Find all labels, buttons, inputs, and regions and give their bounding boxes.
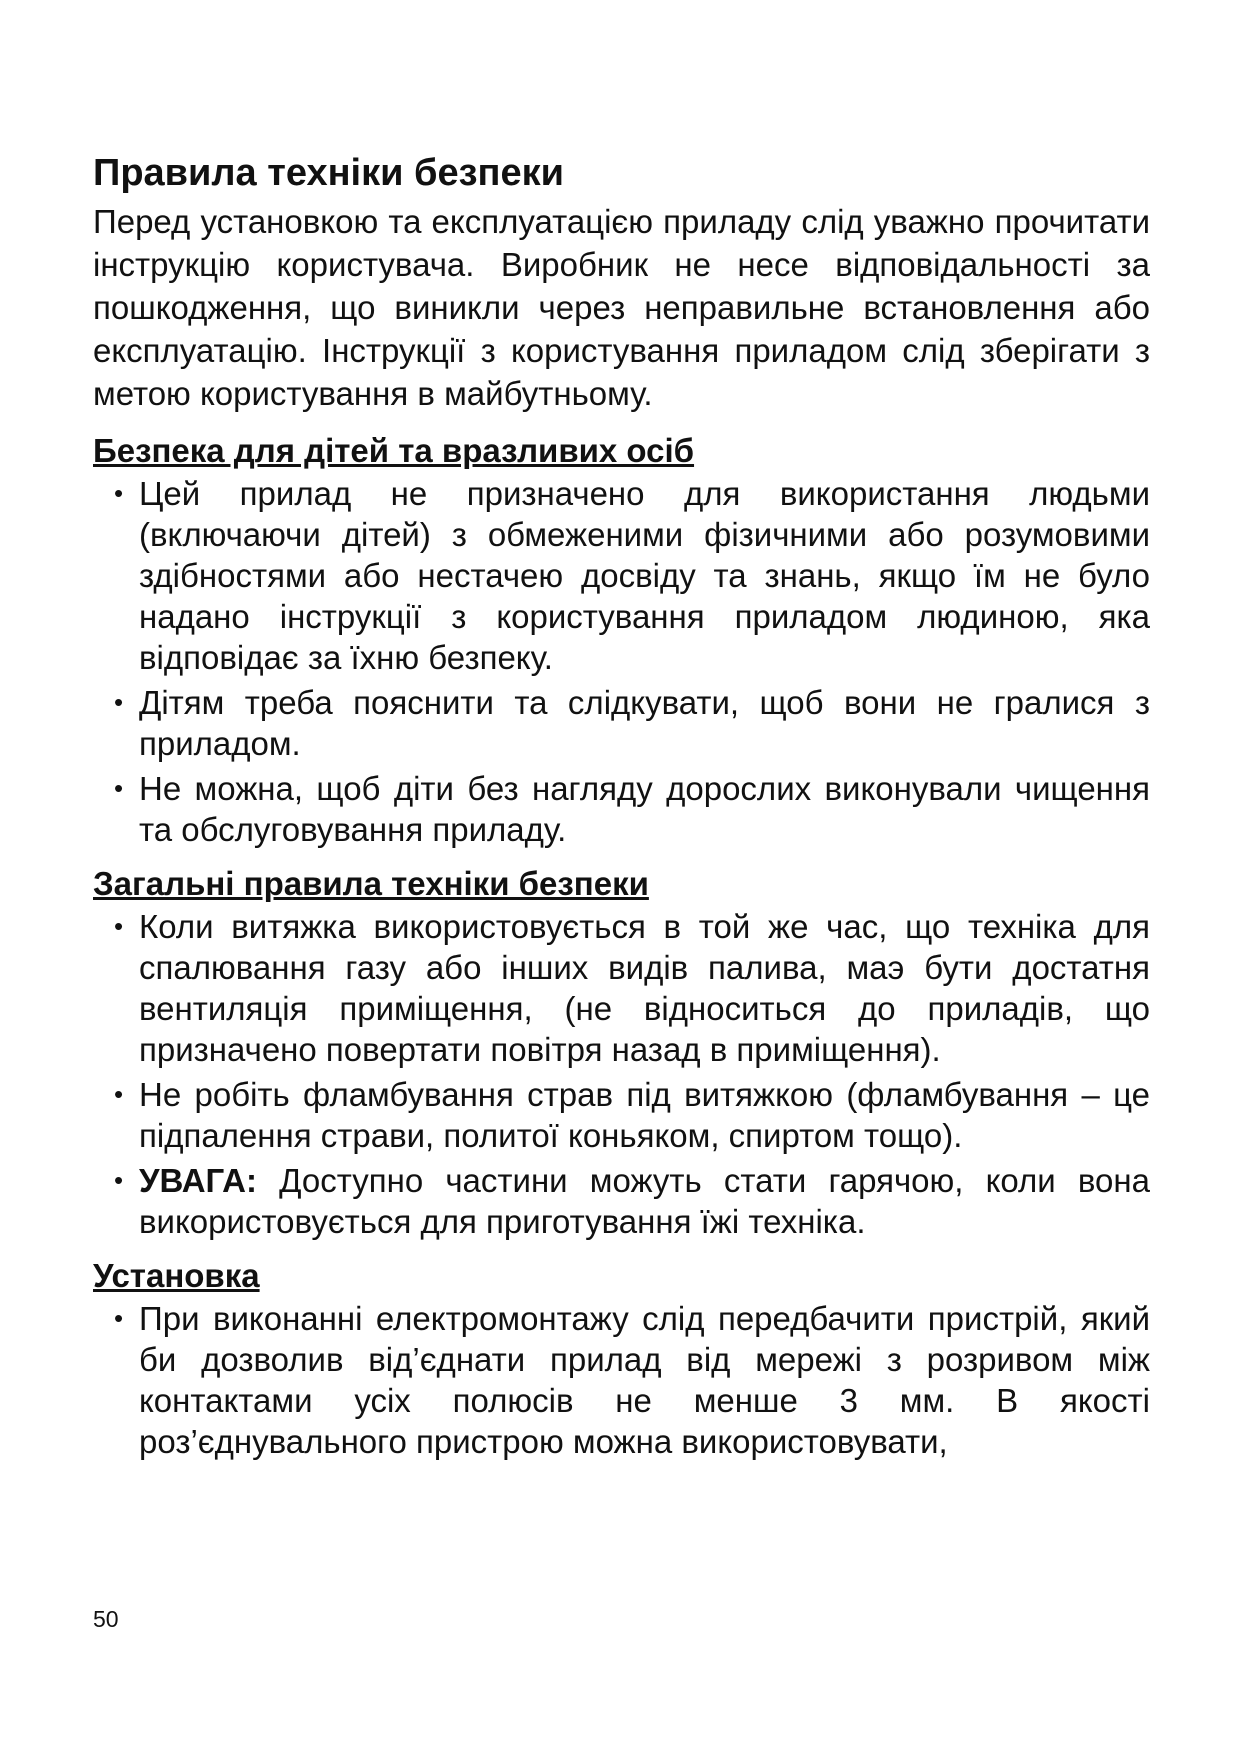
warning-text: Доступно частини можуть стати гарячою, коли вона використовується для приготування їжі техніка. (139, 1162, 1150, 1240)
list-item (114, 473, 1150, 678)
bullet-icon: • (114, 478, 124, 508)
list-item (114, 1298, 1150, 1462)
bullet-icon: • (114, 1165, 124, 1195)
list-item-text: Дітям треба пояснити та слідкувати, щоб вони не гралися з приладом. (139, 684, 1150, 762)
page-content (93, 150, 1150, 1474)
bullet-icon: • (114, 773, 124, 803)
list-item (114, 906, 1150, 1070)
list-item (114, 768, 1150, 850)
list-item-text: Не робіть фламбування страв під витяжкою (фламбування – це підпалення страви, политої коньяком, спиртом тощо). (139, 1076, 1150, 1154)
bullet-icon: • (114, 911, 124, 941)
section-heading-children-safety: Безпека для дітей та вразливих осіб (93, 432, 695, 469)
list-item-text: При виконанні електромонтажу слід передбачити пристрій, який би дозволив від’єднати прилад від мережі з розривом між контактами усіх полюсів не менше 3 мм. В якості роз’єднувального пристрою можна використовувати, (139, 1300, 1150, 1460)
installation-list (93, 1298, 1150, 1462)
list-item-text: Цей прилад не призначено для використання людьми (включаючи дітей) з обмеженими фізичними або розумовими здібностями або нестачею досвіду та знань, якщо їм не було надано інструкції з користування приладом людиною, яка відповідає за їхню безпеку. (139, 475, 1150, 676)
page-number: 50 (93, 1606, 119, 1632)
list-item (114, 1074, 1150, 1156)
general-safety-list (93, 906, 1150, 1242)
list-item (114, 682, 1150, 764)
bullet-icon: • (114, 687, 124, 717)
children-safety-list (93, 473, 1150, 850)
warning-label: УВАГА: (139, 1162, 257, 1199)
list-item-text: Не можна, щоб діти без нагляду дорослих виконували чищення та обслуговування приладу. (139, 770, 1150, 848)
bullet-icon: • (114, 1303, 124, 1333)
list-item-warning (114, 1160, 1150, 1242)
section-heading-installation: Установка (93, 1257, 260, 1294)
intro-paragraph: Перед установкою та експлуатацією приладу слід уважно прочитати інструкцію користувача. Виробник не несе відповідальності за пошкодження, що виникли через неправильне встановлення або експлуатацію. Інструкції з користування приладом слід зберігати з метою користування в майбутньому. (93, 203, 1150, 412)
section-heading-general-safety: Загальні правила техніки безпеки (93, 865, 649, 902)
bullet-icon: • (114, 1079, 124, 1109)
page-title: Правила техніки безпеки (93, 152, 564, 194)
list-item-text: Коли витяжка використовується в той же час, що техніка для спалювання газу або інших видів палива, маэ бути достатня вентиляція приміщення, (не відноситься до приладів, що призначено повертати повітря назад в приміщення). (139, 908, 1150, 1068)
